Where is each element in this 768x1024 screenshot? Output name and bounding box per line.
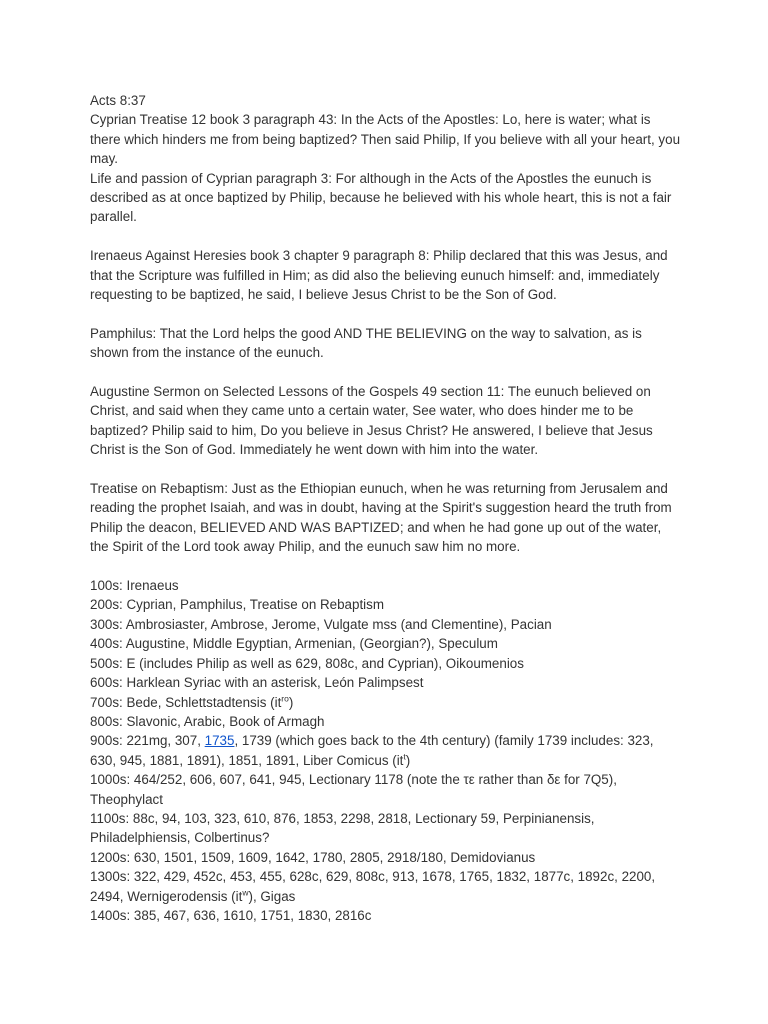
- document-body: [90, 91, 682, 925]
- manuscript-1735-link[interactable]: 1735: [204, 733, 235, 749]
- century-1200s: 1200s: 630, 1501, 1509, 1609, 1642, 1780, 2805, 2918/180, Demidovianus: [90, 849, 536, 865]
- century-200s: 200s: Cyprian, Pamphilus, Treatise on Rebaptism: [90, 597, 384, 613]
- paragraph-spacer: [90, 227, 682, 246]
- century-900s-superscript: t: [403, 751, 406, 762]
- paragraph-spacer: [90, 557, 682, 576]
- century-1000s: 1000s: 464/252, 606, 607, 641, 945, Lectionary 1178 (note the τε rather than δε for 7Q5), Theophylact: [90, 772, 617, 807]
- century-900s-close: ): [405, 752, 411, 768]
- century-300s: 300s: Ambrosiaster, Ambrose, Jerome, Vulgate mss (and Clementine), Pacian: [90, 616, 552, 632]
- century-800s: 800s: Slavonic, Arabic, Book of Armagh: [90, 713, 325, 729]
- century-700s: [90, 693, 682, 712]
- century-900s-text-a: 900s: 221mg, 307,: [90, 733, 205, 749]
- paragraph-spacer: [90, 304, 682, 323]
- augustine-paragraph: Augustine Sermon on Selected Lessons of the Gospels 49 section 11: The eunuch believed on Christ, and said when they came unto a certain water, See water, who does hinder me to be baptized? Philip said to him, Do you believe in Jesus Christ? He answered, I believe that Jesus Christ is the Son of God. Immediately he went down with him into the water.: [90, 384, 653, 458]
- cyprian-life-paragraph: Life and passion of Cyprian paragraph 3: For although in the Acts of the Apostles the eunuch is described as at once baptized by Philip, because he believed with his whole heart, this is not a fair parallel.: [90, 170, 672, 225]
- century-700s-close: ): [288, 694, 294, 710]
- century-1300s-superscript: w: [242, 887, 249, 898]
- century-1300s-text-a: 1300s: 322, 429, 452c, 453, 455, 628c, 629, 808c, 913, 1678, 1765, 1832, 1877c, 1892c, 2200, 2494, Wernigerodensis (it: [90, 869, 656, 904]
- century-500s: 500s: E (includes Philip as well as 629, 808c, and Cyprian), Oikoumenios: [90, 655, 524, 671]
- century-900s: [90, 731, 682, 770]
- paragraph-spacer: [90, 460, 682, 479]
- cyprian-treatise-paragraph: Cyprian Treatise 12 book 3 paragraph 43: In the Acts of the Apostles: Lo, here is water; what is there which hinders me from being baptized? Then said Philip, If you believe with all your heart, you may.: [90, 112, 681, 167]
- century-1300s-text-b: ), Gigas: [248, 888, 296, 904]
- century-700s-superscript: ro: [281, 693, 289, 704]
- century-400s: 400s: Augustine, Middle Egyptian, Armenian, (Georgian?), Speculum: [90, 636, 498, 652]
- paragraph-spacer: [90, 363, 682, 382]
- century-600s: 600s: Harklean Syriac with an asterisk, León Palimpsest: [90, 675, 424, 691]
- century-1100s: 1100s: 88c, 94, 103, 323, 610, 876, 1853, 2298, 2818, Lectionary 59, Perpinianensis, Philadelphiensis, Colbertinus?: [90, 810, 595, 846]
- century-1400s: 1400s: 385, 467, 636, 1610, 1751, 1830, 2816c: [90, 907, 372, 923]
- century-100s: 100s: Irenaeus: [90, 578, 179, 594]
- passage-heading: Acts 8:37: [90, 93, 146, 108]
- century-900s-text-b: , 1739 (which goes back to the 4th century) (family 1739 includes: 323, 630, 945, 1881, 1891), 1851, 1891, Liber Comicus (it: [90, 733, 654, 768]
- century-700s-text: 700s: Bede, Schlettstadtensis (it: [90, 694, 282, 710]
- rebaptism-paragraph: Treatise on Rebaptism: Just as the Ethiopian eunuch, when he was returning from Jerusalem and reading the prophet Isaiah, and was in doubt, having at the Spirit's suggestion heard the truth from Philip the deacon, BELIEVED AND WAS BAPTIZED; and when he had gone up out of the water, the Spirit of the Lord took away Philip, and the eunuch saw him no more.: [90, 481, 672, 555]
- irenaeus-paragraph: Irenaeus Against Heresies book 3 chapter 9 paragraph 8: Philip declared that this was Jesus, and that the Scripture was fulfilled in Him; as did also the believing eunuch himself: and, immediately requesting to be baptized, he said, I believe Jesus Christ to be the Son of God.: [90, 248, 668, 303]
- pamphilus-paragraph: Pamphilus: That the Lord helps the good AND THE BELIEVING on the way to salvation, as is shown from the instance of the eunuch.: [90, 325, 642, 361]
- century-1300s: [90, 867, 682, 906]
